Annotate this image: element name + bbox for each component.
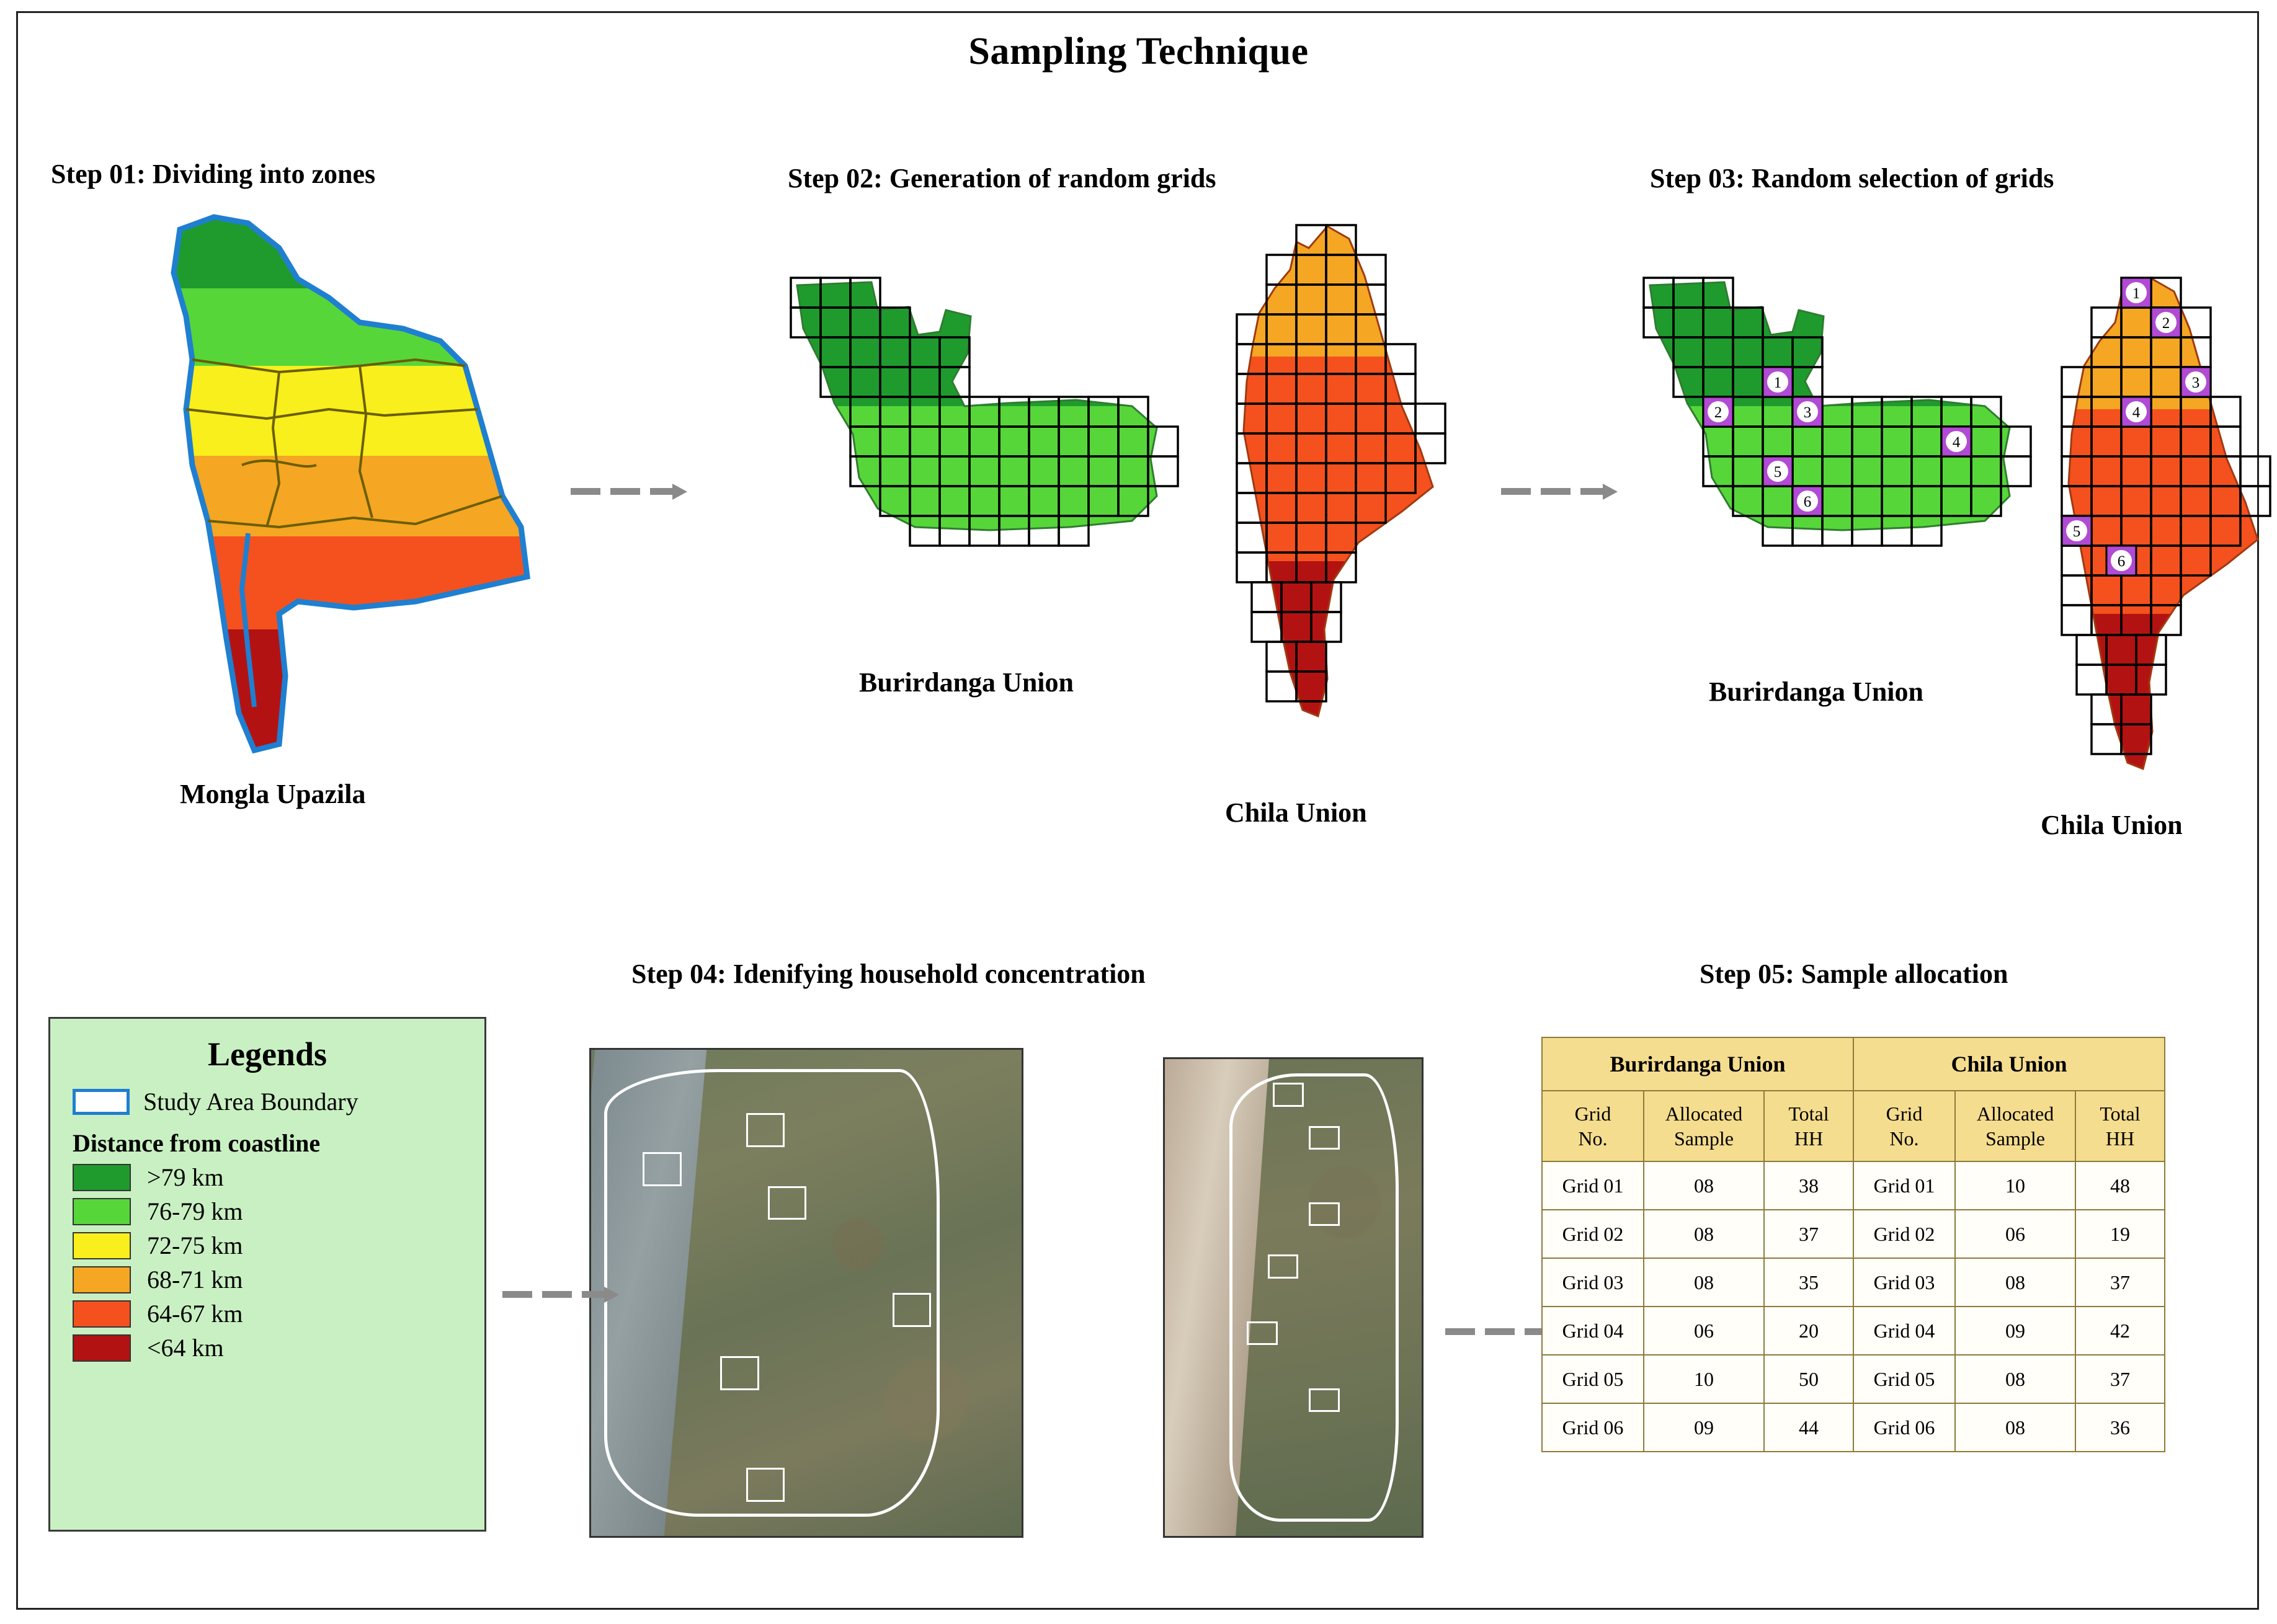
- legend-label-3: 68-71 km: [147, 1266, 243, 1293]
- cell-grid-c: Grid 03: [1853, 1258, 1955, 1307]
- cell-hh-b: 37: [1764, 1210, 1853, 1258]
- legend-item-3: [73, 1265, 484, 1294]
- subheader-line2: HH: [2105, 1127, 2135, 1150]
- cell-sample-b: 08: [1644, 1161, 1764, 1210]
- svg-text:4: 4: [2132, 404, 2141, 421]
- grid-box-1: [1273, 1083, 1304, 1106]
- step-04-label: Step 04: Idenifying household concentration: [631, 959, 1146, 989]
- svg-text:1: 1: [2132, 285, 2141, 302]
- cell-sample-b: 08: [1644, 1210, 1764, 1258]
- cell-hh-c: 37: [2075, 1258, 2165, 1307]
- grid-box-4: [893, 1293, 931, 1327]
- subheader-line2: Sample: [1985, 1127, 2045, 1150]
- legend-item-2: [73, 1231, 484, 1260]
- legend-swatch-4: [73, 1300, 131, 1328]
- cell-sample-c: 08: [1955, 1258, 2075, 1307]
- legend-item-4: [73, 1299, 484, 1328]
- cell-sample-c: 08: [1955, 1403, 2075, 1452]
- svg-text:6: 6: [2117, 553, 2126, 570]
- cell-hh-c: 42: [2075, 1307, 2165, 1355]
- subheader-line1: Grid: [1574, 1103, 1611, 1125]
- legend-label-0: >79 km: [147, 1163, 224, 1191]
- subheader-line2: HH: [1794, 1127, 1824, 1150]
- step-02-label: Step 02: Generation of random grids: [788, 163, 1216, 193]
- cell-sample-c: 09: [1955, 1307, 2075, 1355]
- grid-box-3: [768, 1186, 806, 1220]
- cell-grid-b: Grid 01: [1542, 1161, 1644, 1210]
- table-row: [1542, 1161, 2165, 1210]
- table-row: [1542, 1210, 2165, 1258]
- grid-box-6: [746, 1468, 785, 1502]
- svg-text:1: 1: [1773, 375, 1782, 391]
- step-02-caption-left: Burirdanga Union: [859, 667, 1074, 698]
- table-subheader-allocated-sample-b: [1644, 1091, 1764, 1161]
- arrow-1-to-2: [571, 484, 695, 500]
- cell-sample-b: 06: [1644, 1307, 1764, 1355]
- cell-sample-b: 09: [1644, 1403, 1764, 1452]
- step-03-caption-right: Chila Union: [2041, 810, 2183, 840]
- grid-box-2: [1309, 1126, 1340, 1150]
- legend-box: [48, 1017, 486, 1532]
- cell-hh-c: 37: [2075, 1355, 2165, 1403]
- cell-grid-c: Grid 05: [1853, 1355, 1955, 1403]
- svg-text:2: 2: [2162, 315, 2170, 332]
- svg-text:4: 4: [1952, 434, 1961, 451]
- step-03-caption-left: Burirdanga Union: [1709, 677, 1923, 707]
- step-01-map: [93, 205, 540, 775]
- cell-grid-c: Grid 06: [1853, 1403, 1955, 1452]
- grid-box-4: [1268, 1254, 1299, 1278]
- study-area-boundary-swatch: [73, 1089, 130, 1115]
- subheader-line1: Allocated: [1665, 1103, 1743, 1125]
- legend-boundary-label: Study Area Boundary: [143, 1088, 359, 1116]
- legend-swatch-3: [73, 1266, 131, 1293]
- step-03-burirdanga-map: [1638, 273, 2065, 620]
- step-02-caption-right: Chila Union: [1225, 797, 1367, 828]
- cell-grid-c: Grid 04: [1853, 1307, 1955, 1355]
- cell-grid-b: Grid 02: [1542, 1210, 1644, 1258]
- grid-box-5: [1247, 1321, 1278, 1345]
- legend-boundary-row: [73, 1087, 484, 1116]
- table-subheader-grid-no-b: [1542, 1091, 1644, 1161]
- svg-text:5: 5: [2072, 523, 2081, 540]
- cell-hh-c: 19: [2075, 1210, 2165, 1258]
- svg-text:6: 6: [1803, 494, 1812, 510]
- grid-box-3: [1309, 1202, 1340, 1226]
- subheader-line2: No.: [1578, 1127, 1608, 1150]
- subheader-line2: No.: [1889, 1127, 1919, 1150]
- cell-grid-c: Grid 01: [1853, 1161, 1955, 1210]
- legend-swatch-1: [73, 1198, 131, 1225]
- legend-swatch-5: [73, 1334, 131, 1362]
- legend-item-1: [73, 1197, 484, 1226]
- legend-title: Legends: [207, 1036, 328, 1073]
- cell-hh-b: 38: [1764, 1161, 1853, 1210]
- cell-hh-b: 50: [1764, 1355, 1853, 1403]
- sample-allocation-table: [1541, 1037, 2165, 1452]
- cell-hh-b: 20: [1764, 1307, 1853, 1355]
- cell-sample-c: 06: [1955, 1210, 2075, 1258]
- legend-label-1: 76-79 km: [147, 1197, 243, 1225]
- legend-label-4: 64-67 km: [147, 1300, 243, 1328]
- legend-label-5: <64 km: [147, 1334, 224, 1362]
- svg-text:2: 2: [1714, 404, 1722, 421]
- figure-title: Sampling Technique: [968, 30, 1309, 73]
- step-02-burirdanga-map: [785, 273, 1213, 620]
- cell-hh-b: 44: [1764, 1403, 1853, 1452]
- cell-grid-b: Grid 03: [1542, 1258, 1644, 1307]
- svg-text:5: 5: [1773, 464, 1782, 481]
- cell-grid-b: Grid 05: [1542, 1355, 1644, 1403]
- subheader-line1: Total: [1788, 1103, 1829, 1125]
- cell-sample-c: 10: [1955, 1161, 2075, 1210]
- step-03-chila-map: [2041, 273, 2277, 794]
- table-subheader-total-hh-c: [2075, 1091, 2165, 1161]
- table-row: [1542, 1355, 2165, 1403]
- cell-grid-b: Grid 04: [1542, 1307, 1644, 1355]
- arrow-2-to-3: [1501, 484, 1625, 500]
- table-header-chila: Chila Union: [1853, 1037, 2165, 1091]
- cell-hh-c: 48: [2075, 1161, 2165, 1210]
- subheader-line1: Total: [2100, 1103, 2141, 1125]
- cell-grid-c: Grid 02: [1853, 1210, 1955, 1258]
- table-row: [1542, 1307, 2165, 1355]
- svg-text:3: 3: [1803, 404, 1812, 421]
- subheader-line1: Grid: [1886, 1103, 1923, 1125]
- legend-swatch-2: [73, 1232, 131, 1259]
- grid-box-1: [746, 1113, 785, 1147]
- table-row: [1542, 1403, 2165, 1452]
- step-03-label: Step 03: Random selection of grids: [1650, 163, 2054, 193]
- grid-box-6: [1309, 1388, 1340, 1412]
- table-header-burirdanga: Burirdanga Union: [1542, 1037, 1853, 1091]
- step-01-caption: Mongla Upazila: [180, 779, 366, 809]
- arrow-legend-to-step4: [502, 1287, 626, 1303]
- table-subheader-grid-no-c: [1853, 1091, 1955, 1161]
- grid-box-2: [643, 1152, 681, 1186]
- table-row: [1542, 1258, 2165, 1307]
- subheader-line1: Allocated: [1976, 1103, 2054, 1125]
- table-subheader-total-hh-b: [1764, 1091, 1853, 1161]
- step-02-chila-map: [1216, 220, 1482, 741]
- legend-item-0: [73, 1163, 484, 1192]
- step-04-satellite-left: [589, 1048, 1023, 1538]
- subheader-line2: Sample: [1674, 1127, 1734, 1150]
- legend-distance-heading: Distance from coastline: [73, 1129, 321, 1157]
- cell-grid-b: Grid 06: [1542, 1403, 1644, 1452]
- cell-hh-b: 35: [1764, 1258, 1853, 1307]
- cell-sample-b: 10: [1644, 1355, 1764, 1403]
- cell-sample-b: 08: [1644, 1258, 1764, 1307]
- legend-label-2: 72-75 km: [147, 1231, 243, 1259]
- cell-sample-c: 08: [1955, 1355, 2075, 1403]
- table-subheader-allocated-sample-c: [1955, 1091, 2075, 1161]
- step-05-label: Step 05: Sample allocation: [1700, 959, 2008, 989]
- step-01-label: Step 01: Dividing into zones: [51, 159, 376, 189]
- legend-swatch-0: [73, 1164, 131, 1191]
- grid-box-5: [720, 1356, 759, 1390]
- svg-text:3: 3: [2191, 375, 2200, 391]
- legend-item-5: [73, 1333, 484, 1362]
- cell-hh-c: 36: [2075, 1403, 2165, 1452]
- step-04-satellite-right: [1163, 1057, 1424, 1538]
